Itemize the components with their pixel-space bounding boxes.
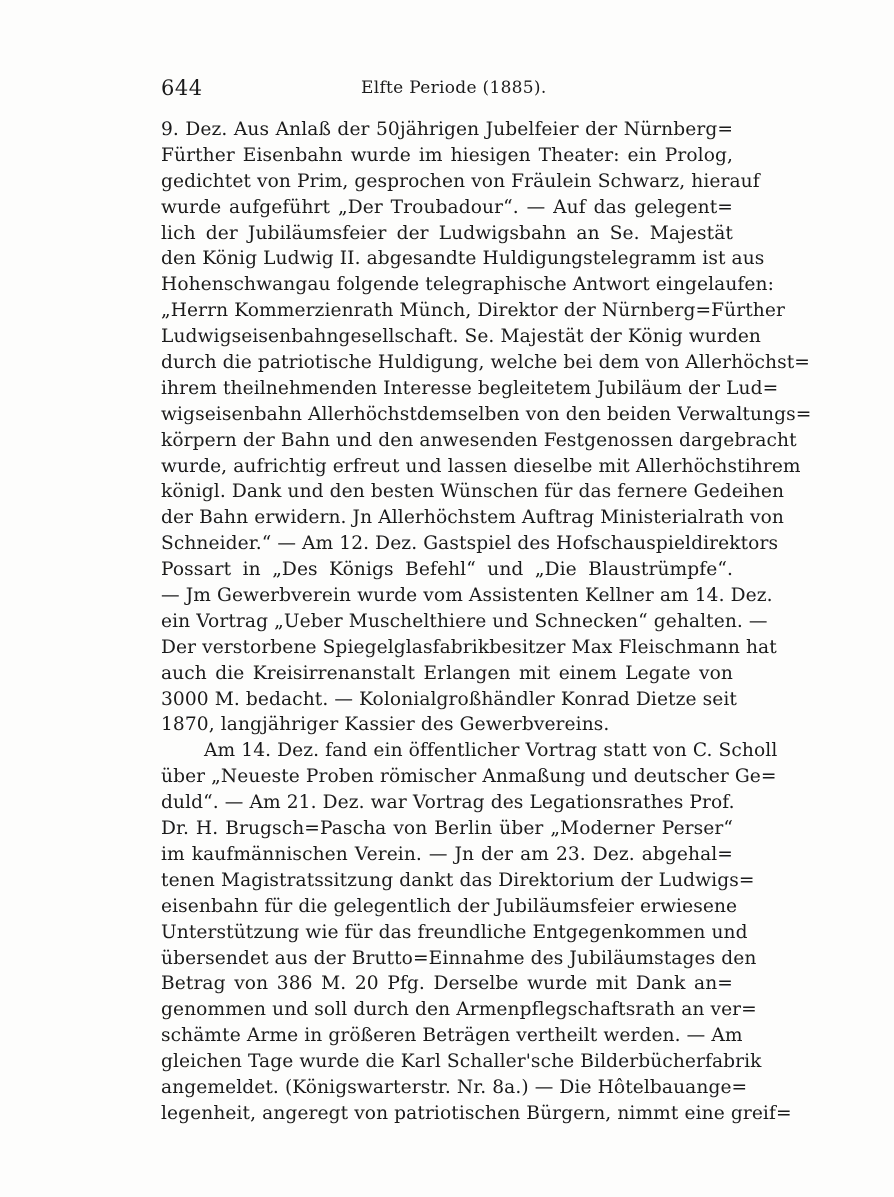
- text-line: wurde aufgeführt „Der Troubadour“. — Auf das gelegent=: [161, 196, 733, 218]
- text-line: körpern der Bahn und den anwesenden Festgenossen dargebracht: [161, 429, 797, 451]
- text-line: den König Ludwig II. abgesandte Huldigungstelegramm ist aus: [161, 248, 765, 270]
- text-line: durch die patriotische Huldigung, welche bei dem von Allerhöchst=: [161, 352, 810, 374]
- text-line: ein Vortrag „Ueber Muschelthiere und Schnecken“ gehalten. —: [161, 610, 768, 632]
- text-line: über „Neueste Proben römischer Anmaßung und deutscher Ge=: [161, 766, 777, 788]
- text-line: gedichtet von Prim, gesprochen von Fräulein Schwarz, hierauf: [161, 170, 760, 192]
- text-line: wurde, aufrichtig erfreut und lassen dieselbe mit Allerhöchstihrem: [161, 455, 801, 477]
- paragraph: [161, 117, 812, 738]
- text-line: eisenbahn für die gelegentlich der Jubiläumsfeier erwiesene: [161, 895, 738, 917]
- text-line: Ludwigseisenbahngesellschaft. Se. Majestät der König wurden: [161, 326, 762, 348]
- text-line: schämte Arme in größeren Beträgen vertheilt werden. — Am: [161, 1025, 743, 1047]
- text-line: Am 14. Dez. fand ein öffentlicher Vortrag statt von C. Scholl: [204, 740, 778, 762]
- text-line: angemeldet. (Königswarterstr. Nr. 8a.) — Die Hôtelbauange=: [161, 1076, 748, 1098]
- page-number: 644: [161, 76, 203, 100]
- text-line: 1870, langjähriger Kassier des Gewerbvereins.: [161, 714, 610, 736]
- text-line: der Bahn erwidern. Jn Allerhöchstem Auftrag Ministerialrath von: [161, 507, 784, 529]
- text-line: lich der Jubiläumsfeier der Ludwigsbahn an Se. Majestät: [161, 222, 733, 244]
- text-line: Fürther Eisenbahn wurde im hiesigen Theater: ein Prolog,: [161, 144, 733, 166]
- text-line: — Jm Gewerbverein wurde vom Assistenten Kellner am 14. Dez.: [161, 585, 773, 607]
- paragraph: [161, 738, 792, 1126]
- text-line: königl. Dank und den besten Wünschen für das fernere Gedeihen: [161, 481, 785, 503]
- text-line: Betrag von 386 M. 20 Pfg. Derselbe wurde mit Dank an=: [161, 973, 733, 995]
- text-line: legenheit, angeregt von patriotischen Bürgern, nimmt eine greif=: [161, 1102, 792, 1124]
- text-line: tenen Magistratssitzung dankt das Direktorium der Ludwigs=: [161, 869, 755, 891]
- text-line: Hohenschwangau folgende telegraphische Antwort eingelaufen:: [161, 274, 774, 296]
- text-line: genommen und soll durch den Armenpflegschaftsrath an ver=: [161, 999, 757, 1021]
- text-line: wigseisenbahn Allerhöchstdemselben von den beiden Verwaltungs=: [161, 403, 812, 425]
- text-line: Unterstützung wie für das freundliche Entgegenkommen und: [161, 921, 748, 943]
- text-line: auch die Kreisirrenanstalt Erlangen mit einem Legate von: [161, 662, 733, 684]
- text-line: im kaufmännischen Verein. — Jn der am 23. Dez. abgehal=: [161, 843, 733, 865]
- text-line: 9. Dez. Aus Anlaß der 50jährigen Jubelfeier der Nürnberg=: [161, 119, 733, 140]
- text-line: 3000 M. bedacht. — Kolonialgroßhändler Konrad Dietze seit: [161, 688, 737, 710]
- text-line: ihrem theilnehmenden Interesse begleitetem Jubiläum der Lud=: [161, 377, 779, 399]
- text-line: Dr. H. Brugsch=Pascha von Berlin über „Moderner Perser“: [161, 818, 733, 840]
- text-line: Schneider.“ — Am 12. Dez. Gastspiel des Hofschauspieldirektors: [161, 533, 779, 555]
- running-head: [161, 72, 731, 104]
- body-text: [161, 117, 812, 1127]
- text-line: gleichen Tage wurde die Karl Schaller'sche Bilderbücherfabrik: [161, 1051, 762, 1073]
- text-line: Possart in „Des Königs Befehl“ und „Die Blaustrümpfe“.: [161, 559, 733, 581]
- running-title: Elfte Periode (1885).: [361, 78, 547, 98]
- text-line: duld“. — Am 21. Dez. war Vortrag des Legationsrathes Prof.: [161, 792, 735, 814]
- text-line: Der verstorbene Spiegelglasfabrikbesitzer Max Fleischmann hat: [161, 636, 777, 658]
- text-line: übersendet aus der Brutto=Einnahme des Jubiläumstages den: [161, 947, 757, 969]
- text-line: „Herrn Kommerzienrath Münch, Direktor der Nürnberg=Fürther: [161, 300, 785, 322]
